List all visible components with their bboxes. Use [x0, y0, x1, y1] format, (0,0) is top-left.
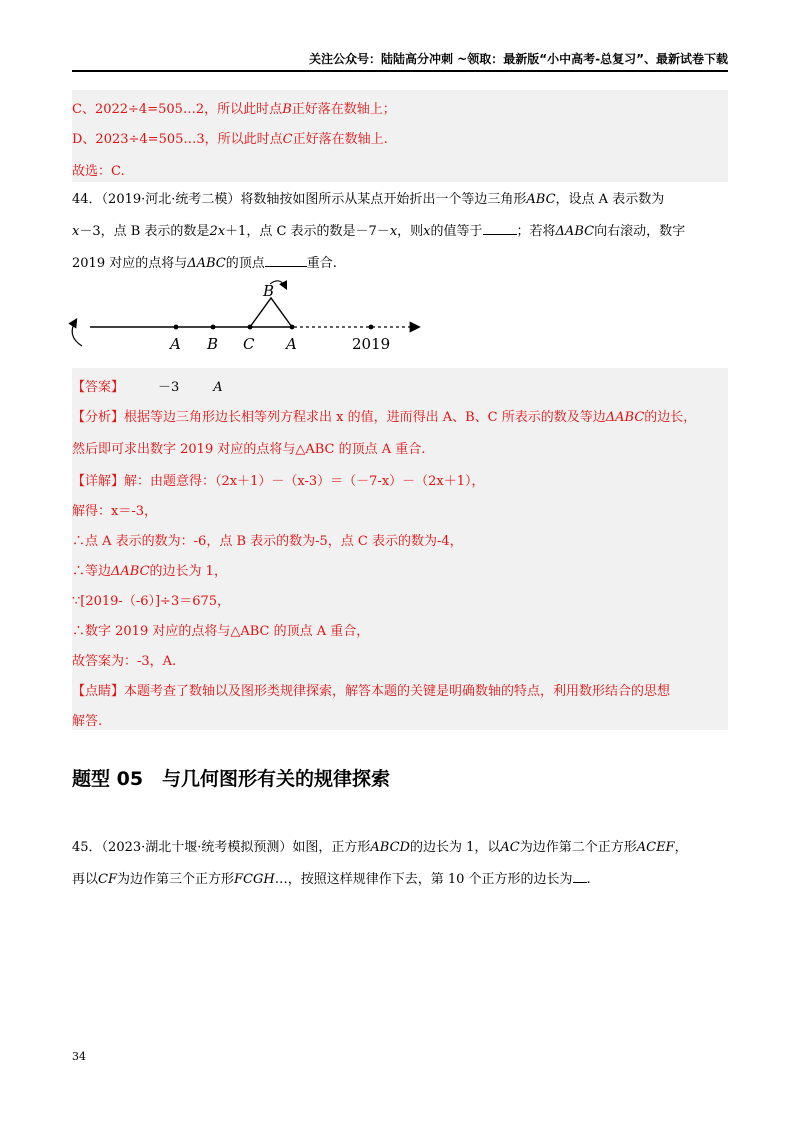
point-2019 [369, 325, 374, 330]
answer-blank [265, 254, 307, 267]
q45-text: ， [674, 840, 688, 855]
answer-tag: 【答案】 [72, 380, 125, 395]
header-rule [72, 70, 728, 72]
q45-text: 再以 [72, 872, 99, 887]
q45-square-label: ABCD [370, 840, 410, 855]
answer-value-1: －3 [158, 380, 180, 395]
q45-square-label: FCGH [234, 872, 275, 887]
comment-line2: 解答. [72, 714, 103, 729]
q44-triangle-label: ΔABC [555, 224, 595, 239]
comment-text: 本题考查了数轴以及图形类规律探索，解答本题的关键是明确数轴的特点，利用数形结合的思想 [124, 684, 671, 699]
q45-square-label: ACEF [636, 840, 675, 855]
detail-text: ∴等边 [72, 564, 112, 579]
q44-text: 2019 对应的点将与 [72, 256, 188, 271]
analysis-triangle: ΔABC [605, 410, 645, 425]
detail-text: 的边长为 1， [149, 564, 227, 579]
q44-text: ，设点 A 表示数为 [555, 192, 665, 207]
detail-line4 [72, 560, 227, 579]
q44-text: ＋1，点 C 表示的数是－7－ [225, 224, 390, 239]
q45-line1 [72, 836, 688, 855]
q44-text: 向右滚动，数字 [594, 224, 686, 239]
q44-text: 重合. [306, 256, 337, 271]
label-b: B [207, 335, 219, 353]
answer-blank [483, 222, 517, 235]
label-c: C [243, 335, 255, 353]
analysis-line1 [72, 406, 696, 425]
option-c-point: B [282, 102, 292, 117]
analysis-line2: 然后即可求出数字 2019 对应的点将与△ABC 的顶点 A 重合. [72, 442, 426, 457]
q45-text: 为边作第三个正方形 [116, 872, 234, 887]
q45-segment-label: AC [500, 840, 520, 855]
label-a: A [170, 335, 181, 353]
q44-text: －3，点 B 表示的数是 [79, 224, 210, 239]
page-header: 关注公众号：陆陆高分冲刺 ~领取：最新版“小中高考-总复习”、最新试卷下载 [309, 52, 728, 66]
answer-line [72, 376, 223, 395]
comment-line1 [72, 680, 670, 699]
detail-tag: 【详解】 [72, 474, 125, 489]
q44-text: 的顶点 [225, 256, 265, 271]
q44-var: x [72, 224, 80, 239]
q44-var: 2x [209, 224, 226, 239]
q44-line2 [72, 220, 685, 239]
analysis-text: 根据等边三角形边长相等列方程求出 x 的值，进而得出 A、B、C 所表示的数及等边 [124, 410, 606, 425]
detail-text: 解：由题意得：（2x＋1）－（x-3）＝（－7-x）－（2x＋1）， [124, 474, 485, 489]
q44-triangle-label: ΔABC [187, 256, 226, 271]
answer-blank [573, 870, 587, 883]
point-c [248, 325, 253, 330]
detail-line1 [72, 470, 485, 489]
q44-text: 的值等于 [430, 224, 483, 239]
point-a [174, 325, 179, 330]
analysis-tag: 【分析】 [72, 410, 125, 425]
detail-line2: 解得：x＝-3， [72, 504, 157, 519]
detail-line3: ∴点 A 表示的数为：-6，点 B 表示的数为-5，点 C 表示的数为-4， [72, 534, 463, 549]
point-a-second [290, 325, 295, 330]
option-d-point: C [282, 132, 293, 147]
q44-line3 [72, 252, 337, 271]
comment-tag: 【点睛】 [72, 684, 125, 699]
detail-line7: 故答案为：-3，A. [72, 654, 177, 669]
q45-text: . [586, 872, 591, 887]
answer-value-2: A [213, 380, 223, 395]
option-d-text: 所以此时点 [217, 132, 283, 147]
q45-text: 的边长为 1，以 [409, 840, 501, 855]
label-a-second: A [286, 335, 297, 353]
q44-text: ，则 [397, 224, 424, 239]
q45-line2 [72, 868, 591, 887]
option-d-prefix: D、2023÷4=505…3， [72, 132, 218, 147]
q44-text: 44．（2019·河北·统考二模）将数轴按如图所示从某点开始折出一个等边三角形 [72, 192, 527, 207]
option-d-rest: 正好落在数轴上. [292, 132, 388, 147]
q45-text: 为边作第二个正方形 [519, 840, 637, 855]
q45-text: …，按照这样规律作下去，第 10 个正方形的边长为 [274, 872, 573, 887]
detail-triangle: ΔABC [111, 564, 150, 579]
q45-text: 45．（2023·湖北十堰·统考模拟预测）如图，正方形 [72, 840, 371, 855]
detail-line5: ∵[2019-（-6）]÷3＝675， [72, 594, 231, 609]
triangle-abc [250, 298, 292, 327]
choice-line: 故选：C. [72, 164, 125, 179]
option-c-line [72, 98, 396, 117]
option-d-line [72, 128, 388, 147]
option-c-prefix: C、2022÷4=505…2， [72, 102, 218, 117]
option-c-text: 所以此时点 [217, 102, 283, 117]
section-heading: 题型 05 与几何图形有关的规律探索 [72, 768, 391, 790]
q44-text: ；若将 [516, 224, 556, 239]
q44-var: x [423, 224, 431, 239]
option-c-rest: 正好落在数轴上； [291, 102, 396, 117]
rotation-arrow-left [72, 320, 82, 346]
label-2019: 2019 [352, 335, 391, 353]
page-number: 34 [72, 1050, 86, 1063]
analysis-text: 的边长， [644, 410, 697, 425]
point-b [211, 325, 216, 330]
q44-triangle-label: ABC [526, 192, 556, 207]
detail-line6: ∴数字 2019 对应的点将与△ABC 的顶点 A 重合， [72, 624, 370, 639]
q44-line1 [72, 188, 664, 207]
number-line-figure [60, 276, 440, 362]
q44-var: x [389, 224, 398, 239]
q45-segment-label: CF [98, 872, 117, 887]
label-b-top: B [263, 282, 275, 300]
